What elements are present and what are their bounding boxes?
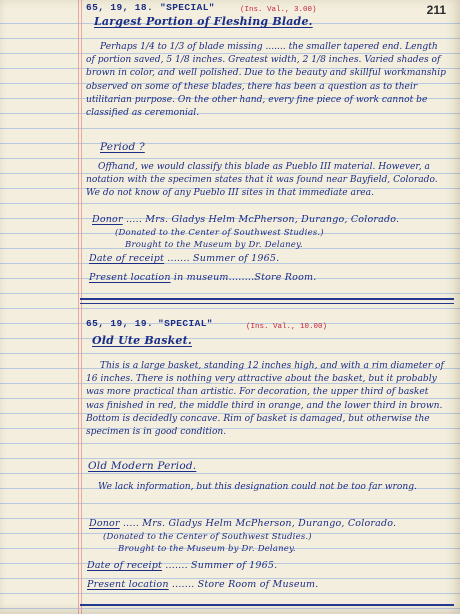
entry2-location-line xyxy=(87,578,318,592)
entry2-donor-note: (Donated to the Center of Southwest Studies.) xyxy=(103,532,312,542)
entry2-donor-line xyxy=(89,517,396,531)
entry2-receipt-line xyxy=(87,559,277,573)
entry1-receipt-text: ....... Summer of 1965. xyxy=(167,253,280,264)
entry2-brought-by: Brought to the Museum by Dr. Delaney. xyxy=(118,544,296,554)
entry2-catalog-number: 65, 19, 19. xyxy=(86,318,154,329)
entry1-catalog-number: 65, 19, 18. xyxy=(86,2,154,13)
entry2-title: Old Ute Basket. xyxy=(92,334,192,347)
entry2-location-label: Present location xyxy=(87,579,169,590)
entry1-period-text: Offhand, we would classify this blade as Pueblo III material. However, a notation with the specimen states that it was found near Bayfield, Colorado. We do not know of any Pueblo III sites in that immediate area. xyxy=(86,162,438,199)
entry2-donor-label: Donor xyxy=(89,518,120,529)
entry2-category: "SPECIAL" xyxy=(158,318,213,329)
entry2-donor-text: ..... Mrs. Gladys Helm McPherson, Durango, Colorado. xyxy=(122,518,397,529)
entry2-receipt-label: Date of receipt xyxy=(87,560,163,571)
entry1-donor-line xyxy=(92,213,399,227)
entry-divider-thin xyxy=(80,303,454,304)
bottom-divider xyxy=(80,604,454,606)
entry1-donor-text: ..... Mrs. Gladys Helm McPherson, Durango, Colorado. xyxy=(125,214,400,225)
entry-divider xyxy=(80,298,454,300)
entry2-description: This is a large basket, standing 12 inches high, and with a rim diameter of 16 inches. There is nothing very attractive about the basket, but it probably was more practical than artistic. For decoration, the upper third of basket was finished in red, the middle third in orange, and the lower third in brown. Bottom is decidedly concave. Rim of basket is damaged, but otherwise the specimen is in good condition. xyxy=(86,361,444,438)
entry1-category: "SPECIAL" xyxy=(160,2,215,13)
page-number: 211 xyxy=(426,3,446,17)
entry1-receipt-line xyxy=(89,252,279,266)
entry1-brought-by: Brought to the Museum by Dr. Delaney. xyxy=(125,240,303,250)
entry1-donor-label: Donor xyxy=(92,214,123,225)
entry1-location-line xyxy=(89,271,316,285)
entry1-title: Largest Portion of Fleshing Blade. xyxy=(94,15,313,28)
entry1-location-text: in museum........Store Room. xyxy=(173,272,317,283)
entry1-donor-note: (Donated to the Center of Southwest Studies.) xyxy=(115,228,324,238)
entry2-period-text: We lack information, but this designation could not be too far wrong. xyxy=(98,482,417,492)
entry1-receipt-label: Date of receipt xyxy=(89,253,165,264)
entry1-location-label: Present location xyxy=(89,272,171,283)
entry2-receipt-text: ....... Summer of 1965. xyxy=(165,560,278,571)
entry1-appraisal: (Ins. Val., 3.00) xyxy=(240,6,317,14)
entry2-period-label: Old Modern Period. xyxy=(88,460,197,472)
entry1-period-label: Period ? xyxy=(100,141,145,153)
entry2-appraisal: (Ins. Val., 10.00) xyxy=(246,323,328,331)
entry2-location-text: ....... Store Room of Museum. xyxy=(171,579,319,590)
entry1-description: Perhaps 1/4 to 1/3 of blade missing ....... the smaller tapered end. Length of portion saved, 5 1/8 inches. Greatest width, 2 1/8 inches. Varied shades of brown in color, and well polished. Due to the beauty and skillful workmanship observed on some of these blades, there has been a question as to their utilitarian purpose. On the other hand, every fine piece of work cannot be classified as ceremonial. xyxy=(86,42,446,119)
